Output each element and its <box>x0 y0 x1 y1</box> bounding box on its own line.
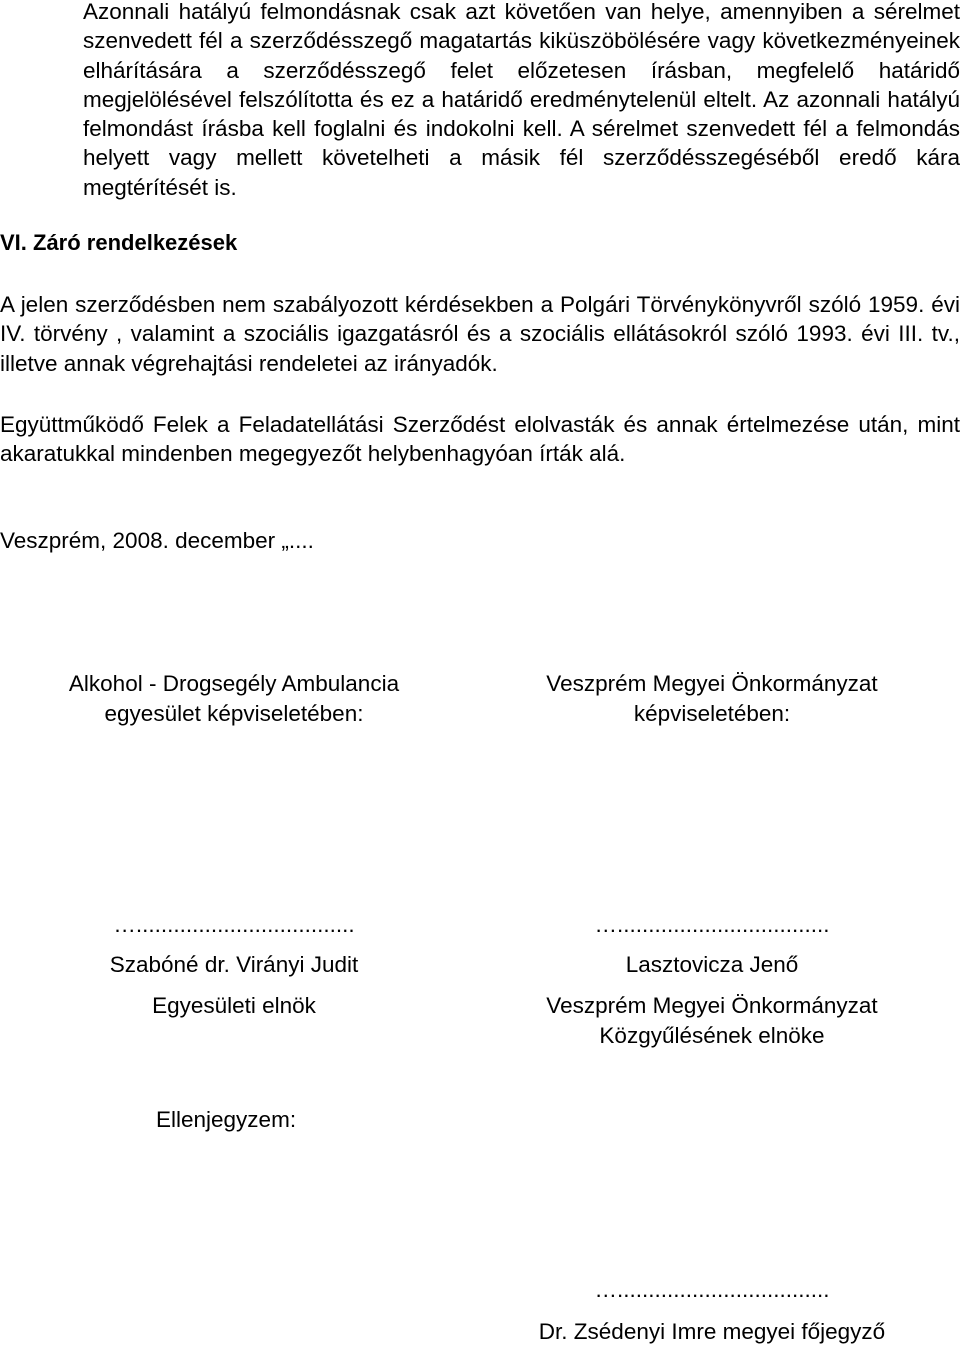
right-signature-line: ….................................. <box>594 912 830 937</box>
closing-provisions-paragraph: A jelen szerződésben nem szabályozott kérdésekben a Polgári Törvénykönyvről szóló 1959. évi IV. törvény , valamint a szociális igazgatásról és a szociális ellátásokról szóló 1993. évi III. tv., illetve annak végrehajtási rendeletei az irányadók. <box>0 292 960 376</box>
parties-agreement-paragraph: Együttműködő Felek a Feladatellátási Szerződést elolvasták és annak értelmezése után, mint akaratukkal mindenben megegyezőt helybenhagyóan írták alá. <box>0 412 960 467</box>
left-signatory-title: Egyesületi elnök <box>152 993 316 1018</box>
left-signatory-name: Szabóné dr. Virányi Judit <box>109 952 359 977</box>
left-org-line1: Alkohol - Drogsegély Ambulancia <box>68 671 400 696</box>
countersign-label: Ellenjegyzem: <box>156 1107 297 1132</box>
countersign-signature-line: ….................................. <box>594 1277 830 1302</box>
right-org-line2: képviseletében: <box>633 701 791 726</box>
right-org-line1: Veszprém Megyei Önkormányzat <box>546 671 878 696</box>
right-signatory-name: Lasztovicza Jenő <box>625 952 799 977</box>
countersign-signatory-name: Dr. Zsédenyi Imre megyei főjegyző <box>538 1319 886 1344</box>
section-heading: VI. Záró rendelkezések <box>0 230 238 255</box>
left-org-line2: egyesület képviseletében: <box>104 701 364 726</box>
right-signatory-title-line1: Veszprém Megyei Önkormányzat <box>546 993 878 1018</box>
left-signature-line: …................................... <box>113 912 355 937</box>
termination-paragraph: Azonnali hatályú felmondásnak csak azt követően van helye, amennyiben a sérelmet szenvedett fél a szerződésszegő magatartás kiküszöbölésére vagy következményeinek elhárítására a szerződésszegő felet előzetesen írásban, megfelelő határidő megjelölésével felszólította és ez a határidő eredménytelenül eltelt. Az azonnali hatályú felmondást írásba kell foglalni és indokolni kell. A sérelmet szenvedett fél a felmondás helyett vagy mellett követelheti a másik fél szerződésszegéséből eredő kára megtérítését is. <box>83 0 960 200</box>
right-signatory-title-line2: Közgyűlésének elnöke <box>599 1023 825 1048</box>
place-and-date: Veszprém, 2008. december „.... <box>0 528 314 553</box>
